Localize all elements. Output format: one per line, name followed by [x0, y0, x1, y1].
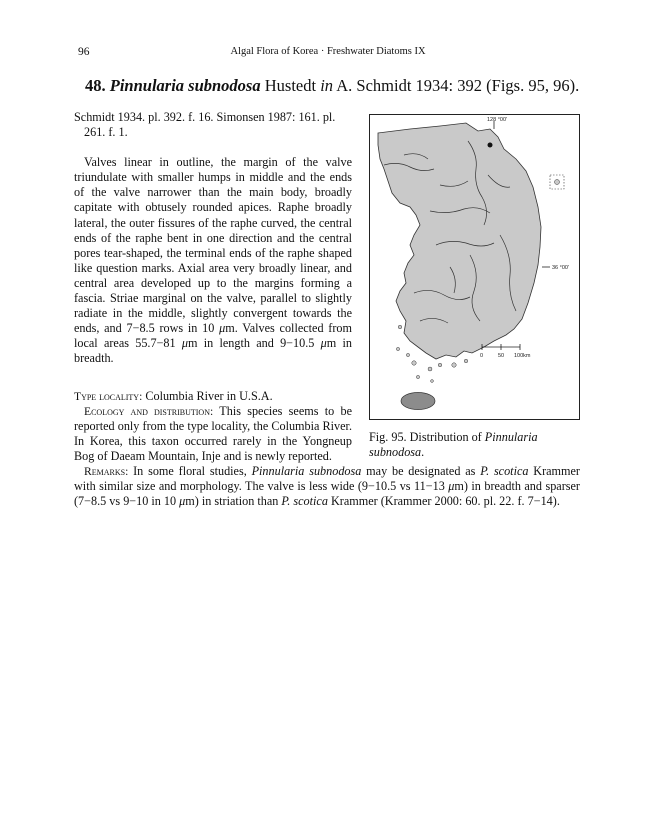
island: [452, 363, 456, 367]
latitude-label: 36 °00': [552, 265, 570, 271]
scale-label-0: 0: [480, 353, 484, 359]
remarks-paragraph: [74, 464, 580, 509]
remarks-block: [74, 464, 580, 509]
remarks-text: may be designated as: [361, 464, 481, 478]
type-locality-label: Type locality:: [74, 389, 143, 403]
unit-mu: μ: [448, 479, 455, 494]
page-number: 96: [78, 46, 90, 58]
unit-mu: μ: [320, 336, 327, 351]
island: [438, 363, 442, 367]
type-locality: [74, 389, 352, 404]
remarks-taxon: P. scotica: [281, 494, 328, 509]
peninsula-shape: [378, 123, 541, 359]
island: [464, 359, 468, 363]
remarks-text: In some floral studies,: [133, 464, 252, 478]
caption-text: .: [421, 445, 425, 460]
korea-map: [370, 115, 579, 419]
ecology-distribution: [74, 404, 352, 464]
type-locality-value: Columbia River in U.S.A.: [145, 388, 273, 403]
distribution-map-figure: [369, 114, 580, 420]
description-text: Valves linear in outline, the margin of the valve triundulate with smaller humps in middle and the ends of the valve narrower than the main body, broadly capitate with obtusely rounded apices. Raphe broadly lateral, the outer fissures of the raphe curved, the central ends of the raphe bent in one direction and the central pores tear-shaped, the terminal ends of the raphe shaped like question marks. Axial area very broadly linear, and central area developed up to the margins forming a fascia. Striae marginal on the valve, parallel to slightly radiate in the middle, slightly convergent towards the ends, and 7−8.5 rows in 10: [74, 155, 352, 336]
remote-islet: [555, 180, 560, 185]
remarks-text: m) in breadth and sparser (7−8.5 vs 9−10 in 10: [74, 479, 580, 509]
caption-text: Fig. 95. Distribution of: [369, 430, 485, 444]
description-text: m. Valves collected from local areas 55.7−81: [74, 321, 352, 351]
ecology-value: This species seems to be reported only from the type locality, the Columbia River. In Korea, this taxon occurred rarely in the Yongneup Bog of Daeam Mountain, Inje and is newly reported.: [74, 403, 352, 463]
species-citation: A. Schmidt 1934: 392 (Figs. 95, 96).: [336, 76, 580, 95]
island: [406, 353, 409, 356]
ecology-label: Ecology and distribution:: [84, 404, 214, 418]
reference-line-2: 261. f. 1.: [84, 125, 128, 140]
scale-label-100: 100km: [514, 353, 531, 359]
island: [396, 347, 399, 350]
remarks-taxon: Pinnularia subnodosa: [251, 464, 362, 478]
species-name: Pinnularia subnodosa: [109, 76, 261, 95]
unit-mu: μ: [181, 336, 189, 351]
description-paragraph: [74, 155, 352, 366]
island: [412, 361, 416, 365]
scale-label-50: 50: [498, 353, 505, 359]
unit-mu: μ: [179, 494, 186, 509]
description-text: m in length and 9−10.5: [188, 336, 321, 351]
remarks-taxon: P. scotica: [480, 464, 529, 478]
island: [428, 367, 432, 371]
unit-mu: μ: [219, 321, 226, 336]
description-text: m in breadth.: [74, 336, 352, 366]
references: [74, 110, 352, 140]
running-head: [78, 46, 578, 60]
longitude-label: 128 °00': [487, 117, 508, 123]
left-column: [74, 110, 352, 464]
island: [398, 325, 402, 329]
in-word: in: [320, 76, 334, 95]
species-heading: [85, 76, 592, 96]
southern-island: [401, 393, 435, 410]
species-number: 48.: [85, 76, 106, 95]
running-title: Algal Flora of Korea · Freshwater Diatoms IX: [230, 46, 426, 57]
island: [431, 380, 434, 383]
caption-taxon: Pinnularia subnodosa: [369, 430, 538, 460]
island: [416, 375, 419, 378]
figure-caption: [369, 430, 581, 460]
locality-dot: [488, 143, 493, 148]
remarks-text: Krammer (Krammer 2000: 60. pl. 22. f. 7−14).: [327, 494, 560, 509]
remarks-text: Krammer with similar size and morphology. The valve is less wide (9−10.5 vs 11−13: [74, 464, 580, 494]
species-author: Hustedt: [264, 76, 317, 95]
reference-line-1: Schmidt 1934. pl. 392. f. 16. Simonsen 1987: 161. pl.: [74, 110, 336, 124]
remarks-text: m) in striation than: [185, 494, 282, 509]
remarks-label: Remarks:: [84, 465, 129, 478]
